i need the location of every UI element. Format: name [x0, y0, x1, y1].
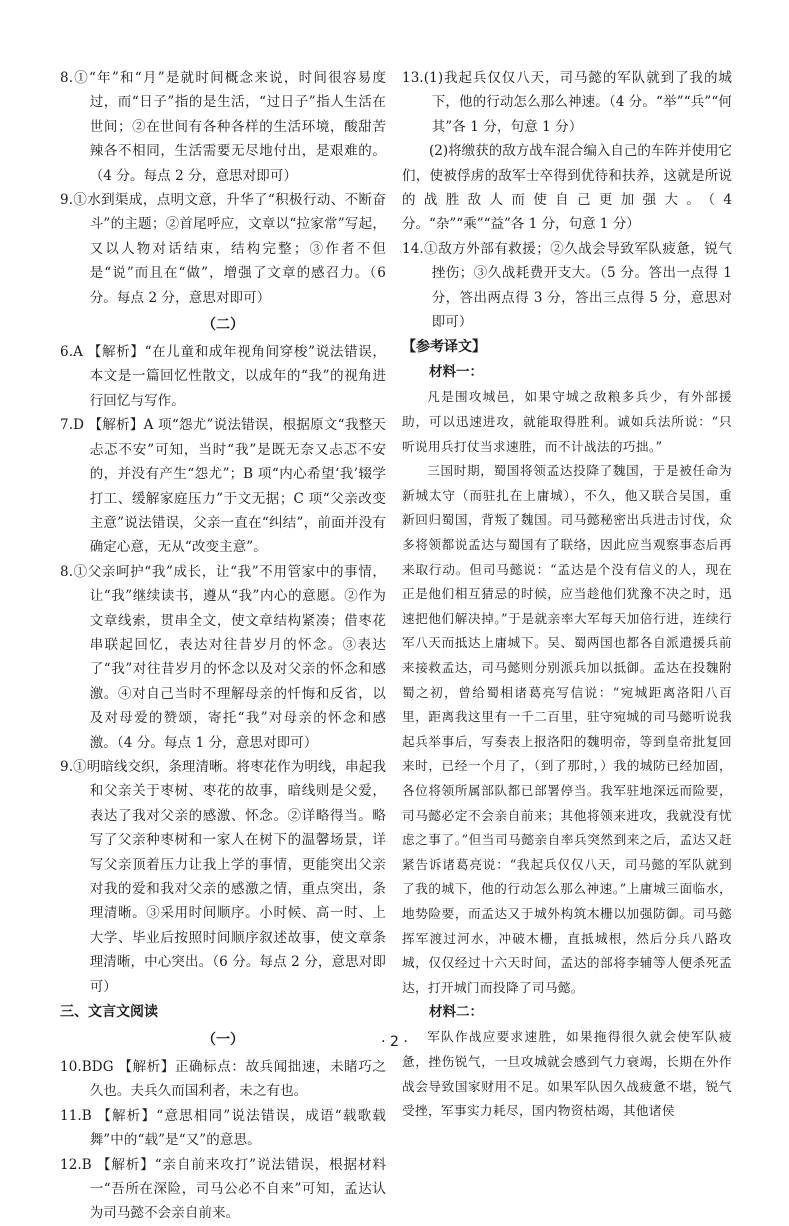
answer-8-part2: 8.①父亲呵护“我”成长，让“我”不用管家中的事情，让“我”继续读书，遵从“我”内心的意愿。②作为文章线索，贯串全文，使文章结构紧凑；借枣花串联起回忆，表达对往昔岁月的怀念。③表达了“我”对往昔岁月的怀念以及对父亲的怀念和感激。④对自己当时不理解母亲的忏悔和反省，以及对母爱的赞颂，寄托“我”对母亲的怀念和感激。（4 分。每点 1 分，意思对即可） — [60, 563, 386, 751]
subsection-heading-2: （二） — [202, 317, 244, 334]
answer-10: 10.BDG 【解析】正确标点：故兵闻拙速，未睹巧之久也。夫兵久而国利者，未之有也。 — [60, 1059, 386, 1100]
reference-translation-title: 【参考译文】 — [402, 339, 486, 356]
left-column — [60, 66, 386, 1226]
answer-9-part1: 9.①水到渠成，点明文意，升华了“积极行动、不断奋斗”的主题；②首尾呼应，文章以“拉家常”写起，又以人物对话结束，结构完整；③作者不但是“说”而且在“做”，增强了文章的感召力。（6 分。每点 2 分，意思对即可） — [60, 192, 386, 306]
answer-6: 6.A 【解析】“在儿童和成年视角间穿梭”说法错误，本文是一篇回忆性散文，以成年的“我”的视角进行回忆与写作。 — [60, 344, 386, 409]
material-1-heading: 材料一： — [429, 364, 483, 381]
section-heading-classical: 三、文言文阅读 — [60, 1004, 158, 1021]
answer-11: 11.B 【解析】“意思相同”说法错误，成语“载歌载舞”中的“载”是“又”的意思。 — [60, 1107, 386, 1149]
translation-2-para: 军队作战应要求速胜，如果拖得很久就会使军队疲惫，挫伤锐气，一旦攻城就会感到气力衰竭，长期在外作战会导致国家财用不足。如果军队因久战疲惫不堪，锐气受挫，军事实力耗尽，国内物资枯竭，其他诸侯 — [402, 1029, 732, 1119]
translation-1-para2: 三国时期，蜀国将领孟达投降了魏国，于是被任命为新城太守（而驻扎在上庸城），不久，他又联合吴国，重新回归蜀国，背叛了魏国。司马懿秘密出兵进击讨伐，众多将领都说孟达与蜀国有了联络，因此应当观察事态后再来取行动。但司马懿说：“孟达是个没有信义的人，现在正是他们相互猜忌的时候，应当趁他们犹豫不决之时，迅速把他们解决掉。”于是就亲率大军每天加倍行进，连续行军八天而抵达上庸城下。吴、蜀两国也都各自派遣援兵前来接救孟达，司马懿则分别派兵加以抵御。孟达在投魏附蜀之初，曾给蜀相诸葛亮写信说：“宛城距离洛阳八百里，距离我这里有一千二百里，驻守宛城的司马懿听说我起兵举事后，写奏表上报洛阳的魏明帝，等到皇帝批复回来时，已经一个月了，（到了那时，）我的城防已经加固，各位将领所属部队都已部署停当。我军驻地深远而险要，司马懿必定不会亲自前来；其他将领来进攻，我就没有忧虑之事了。”但当司马懿亲自率兵突然到来之后，孟达又赶紧告诉诸葛亮说：“我起兵仅仅八天，司马懿的军队就到了我的城下，他的行动怎么那么神速。”上庸城三面临水，地势险要，而孟达又于城外构筑木栅以加强防御。司马懿挥军渡过河水，冲破木栅，直抵城根，然后分兵八路攻城，仅仅经过十六天时间，孟达的部将李辅等人便杀死孟达，打开城门而投降了司马懿。 — [402, 463, 732, 995]
answer-13-part1: 13.(1)我起兵仅仅八天，司马懿的军队就到了我的城下，他的行动怎么那么神速。（4 分。“举”“兵”“何其”各 1 分，句意 1 分） — [402, 70, 732, 135]
answer-12: 12.B 【解析】“亲自前来攻打”说法错误，根据材料一“吾所在深险，司马公必不自来”可知，孟达认为司马懿不会亲自前来。 — [60, 1156, 386, 1222]
answer-7: 7.D 【解析】A 项“怨尤”说法错误，根据原文“我整天忐忑不安”可知，当时“我”是既无奈又忐忑不安的，并没有产生“怨尤”；B 项“内心希望‘我’辍学打工、缓解家庭压力”于文无据；C 项“父亲改变主意”说法错误，父亲一直在“纠结”，前面并没有确定心意，无从“改变主意”。 — [60, 417, 386, 556]
answer-8-part1: 8.①“年”和“月”是就时间概念来说，时间很容易度过，而“日子”指的是生活，“过日子”指人生活在世间；②在世间有各种各样的生活环境，酸甜苦辣各不相同，生活需要无尽地付出，是艰难的。（4 分。每点 2 分，意思对即可） — [60, 70, 386, 184]
translation-1-para1: 凡是围攻城邑，如果守城之敌粮多兵少，有外部援助，可以迅速进攻，就能取得胜利。诚如兵法所说：“只听说用兵打仗当求速胜，而不计战法的巧拙。” — [402, 389, 732, 454]
right-column — [402, 66, 732, 1124]
subsection-heading-1: （一） — [202, 1032, 244, 1049]
answer-14: 14.①敌方外部有救援；②久战会导致军队疲惫，锐气挫伤；③久战耗费开支大。（5 分。答出一点得 1 分，答出两点得 3 分，答出三点得 5 分，意思对即可） — [402, 240, 732, 331]
material-2-heading: 材料二： — [429, 1004, 483, 1021]
answer-9-part2: 9.①明暗线交织，条理清晰。将枣花作为明线，串起我和父亲关于枣树、枣花的故事，暗线则是父爱，表达了我对父亲的感激、怀念。②详略得当。略写了父亲种枣树和一家人在树下的温馨场景，详写父亲顶着压力让我上学的事情，更能突出父亲对我的爱和我对父亲的感激之情，重点突出，条理清晰。③采用时间顺序。小时候、高一时、上大学、毕业后按照时间顺序叙述故事，使文章条理清晰，中心突出。（6 分。每点 2 分，意思对即可） — [60, 758, 386, 995]
answer-13-part2: (2)将缴获的敌方战车混合编入自己的车阵并使用它们，使被俘虏的敌军士卒得到优待和扶养，这就是所说的战胜敌人而使自己更加强大。（4 分。“杂”“乘”“益”各 1 分，句意 1 分） — [402, 143, 732, 233]
page-number: · 2 · — [381, 1034, 408, 1050]
